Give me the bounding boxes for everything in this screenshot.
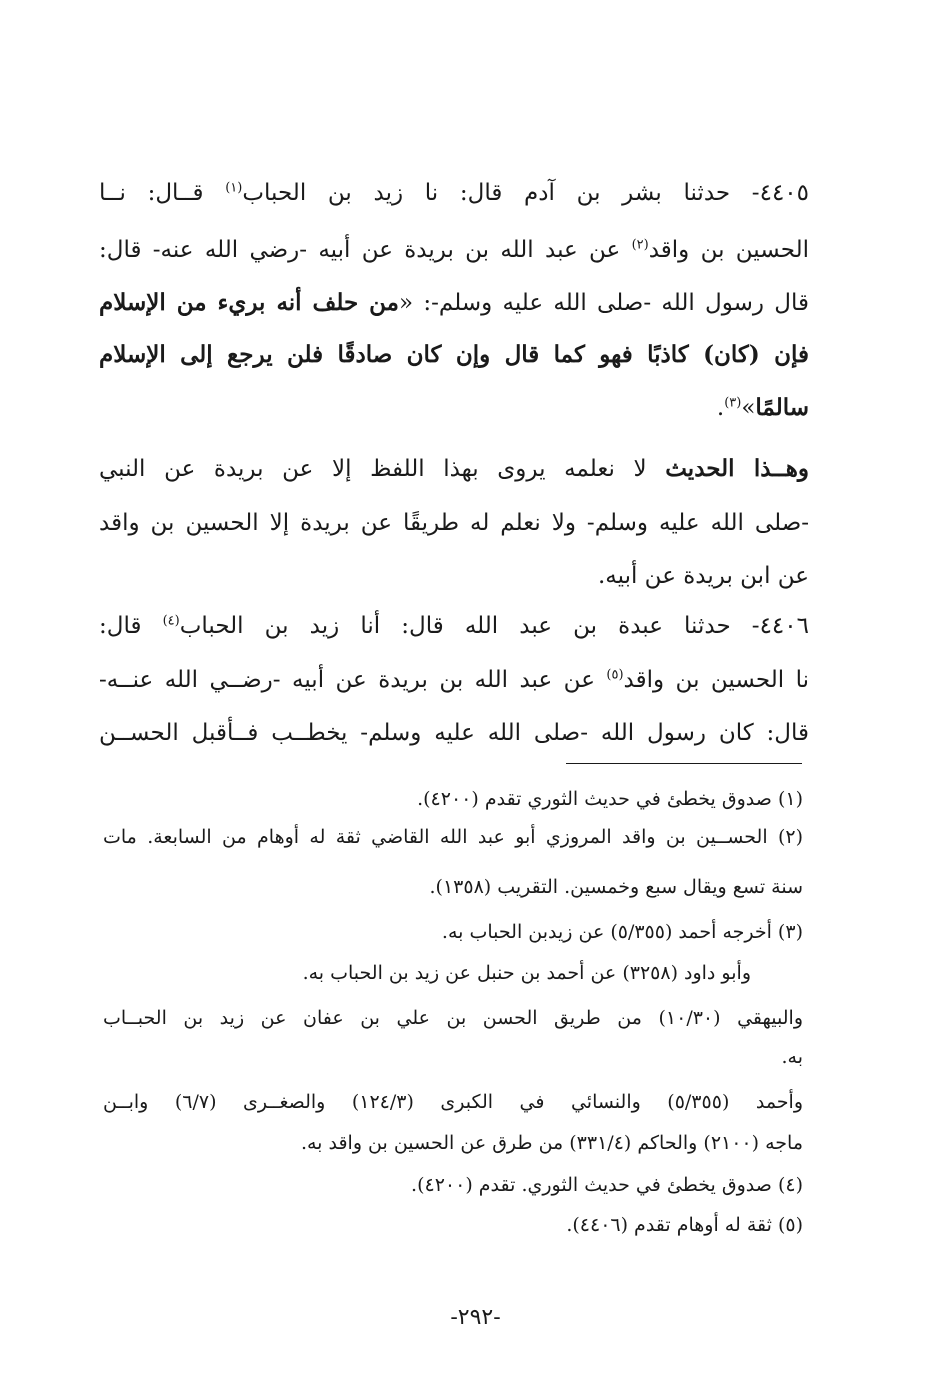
footnote-ref-5: (٥): [606, 667, 624, 683]
hadith-4405-line-4: [99, 336, 809, 374]
footnote-4: [103, 1170, 803, 1200]
commentary-lead-bold: وهــذا الحديث: [665, 455, 809, 482]
text-span: (٤) صدوق يخطئ في حديث الثوري. تقدم (٤٢٠٠).: [411, 1174, 803, 1196]
text-span: الحسين بن واقد: [648, 237, 809, 263]
text-span: عن عبد الله بن بريدة عن أبيه -رضــي الله عنــه-: [99, 667, 595, 693]
text-span: نا الحسين بن واقد: [623, 667, 810, 693]
hadith-4405-line-3: [99, 284, 809, 322]
footnote-ref-4: (٤): [162, 613, 180, 629]
text-span: »: [741, 395, 756, 421]
footnote-3-line-3: [103, 1003, 803, 1033]
footnote-ref-1: (١): [225, 180, 243, 196]
text-span: عن عبد الله بن بريدة عن أبيه -رضي الله عنه- قال:: [99, 237, 621, 263]
text-span: وأبو داود (٣٢٥٨) عن أحمد بن حنبل عن زيد بن الحباب به.: [302, 962, 751, 984]
hadith-matn-bold: سالمًا: [755, 394, 809, 421]
footnote-3-line-1: [103, 917, 803, 947]
text-span: والبيهقي (١٠/٣٠) من طريق الحسن بن علي بن عفان عن زيد بن الحبــاب: [103, 1007, 803, 1029]
commentary-line-1: [99, 450, 809, 488]
text-span: قال رسول الله -صلى الله عليه وسلم-: «: [399, 290, 810, 316]
footnote-separator: [566, 763, 802, 764]
text-span: ٤٤٠٥- حدثنا بشر بن آدم قال: نا زيد بن الحباب: [242, 180, 810, 206]
text-span: (٣) أخرجه أحمد (٥/٣٥٥) عن زيدبن الحباب به.: [441, 921, 803, 943]
commentary-line-3: [99, 557, 809, 595]
text-span: (٢) الحســين بن واقد المروزي أبو عبد الله القاضي ثقة له أوهام من السابعة. مات: [103, 826, 803, 848]
hadith-matn-bold: من حلف أنه بريء من الإسلام: [99, 289, 400, 316]
footnote-2-line-1: [103, 822, 803, 852]
text-span: قال: كان رسول الله -صلى الله عليه وسلم- يخطــب فــأقبل الحســن: [99, 720, 809, 746]
text-span: -صلى الله عليه وسلم- ولا نعلم له طريقًا عن بريدة إلا الحسين بن واقد: [99, 510, 809, 536]
hadith-4406-line-3: [99, 714, 809, 752]
text-span: (١) صدوق يخطئ في حديث الثوري تقدم (٤٢٠٠).: [417, 788, 803, 810]
text-span: .: [716, 395, 725, 421]
text-span: (٥) ثقة له أوهام تقدم (٤٤٠٦).: [566, 1214, 803, 1236]
text-span: عن ابن بريدة عن أبيه.: [598, 563, 809, 589]
hadith-4406-line-1: [99, 607, 809, 645]
text-span: ماجه (٢١٠٠) والحاكم (٣٣١/٤) من طرق عن الحسين بن واقد به.: [300, 1132, 803, 1154]
commentary-line-2: [99, 504, 809, 542]
page-number: -٢٩٢-: [450, 1305, 501, 1330]
hadith-4405-line-2: [99, 231, 809, 269]
footnote-5: [103, 1210, 803, 1240]
text-span: وأحمد (٥/٣٥٥) والنسائي في الكبرى (١٢٤/٣) والصغــرى (٦/٧) وابــن: [103, 1091, 803, 1113]
footnote-3-line-6: [103, 1128, 803, 1158]
footnote-ref-2: (٢): [631, 237, 649, 253]
hadith-4405-line-5: [99, 389, 809, 427]
hadith-4406-line-2: [99, 661, 809, 699]
text-span: لا نعلمه يروى بهذا اللفظ إلا عن بريدة عن النبي: [99, 456, 647, 482]
footnote-ref-3: (٣): [724, 395, 742, 411]
footnote-3-line-4: [103, 1042, 803, 1072]
text-span: قال:: [99, 613, 142, 639]
text-span: به.: [781, 1046, 803, 1068]
footnote-1: [103, 784, 803, 814]
text-span: ٤٤٠٦- حدثنا عبدة بن عبد الله قال: أنا زيد بن الحباب: [179, 613, 809, 639]
text-span: سنة تسع ويقال سبع وخمسين. التقريب (١٣٥٨).: [429, 876, 803, 898]
footnote-3-line-2: [103, 958, 751, 988]
footnote-3-line-5: [103, 1087, 803, 1117]
hadith-matn-bold: فإن (كان) كاذبًا فهو كما قال وإن كان صادقًا فلن يرجع إلى الإسلام: [99, 341, 809, 368]
hadith-4405-line-1: [99, 174, 809, 212]
text-span: قــال: نــا: [99, 180, 204, 206]
footnote-2-line-2: [103, 872, 803, 902]
